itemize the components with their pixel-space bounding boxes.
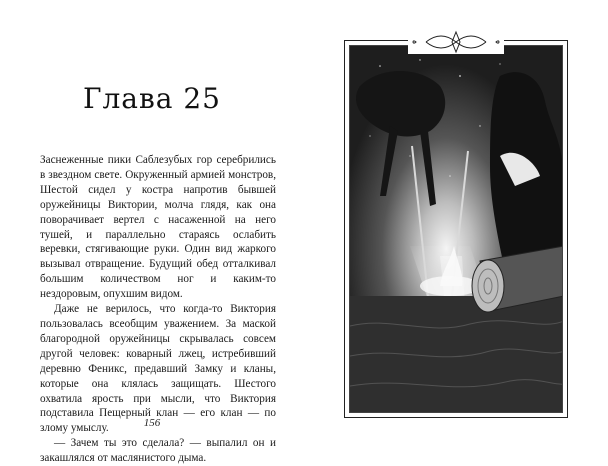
illustration bbox=[349, 45, 563, 413]
page-number: 156 bbox=[143, 417, 161, 429]
left-page bbox=[0, 0, 304, 465]
frame-ornament-icon bbox=[408, 30, 504, 54]
paragraph-2: Даже не верилось, что когда-то Виктория пользовалась всеобщим уважением. За маской благородной оружейницы скрывалась совсем другой человек: коварный лжец, истребивший деревню Феникс, предавший Замку и кланы, которые она клялась защищать. Шестого охватила ярость при мысли, что Виктория подставила Пещерный клан — его клан — по злому умыслу. bbox=[40, 303, 276, 435]
campfire-illustration bbox=[350, 46, 563, 413]
paragraph-3: — Зачем ты это сделала? — выпалил он и закашлялся от маслянистого дыма. bbox=[40, 437, 276, 465]
right-page bbox=[304, 0, 608, 456]
paragraph-1: Заснеженные пики Саблезубых гор серебрились в звездном свете. Окруженный армией монстров, Шестой сидел у костра напротив бывшей оружейницы Виктории, молча глядя, как она поворачивает вертел с насаженной на него тушей, и параллельно стараясь ослабить веревки, стягивающие руки. Один вид жаркого вызывал отвращение. Будущий обед отталкивал большим количеством ног и каким-то нездоровым, опухшим видом. bbox=[40, 154, 276, 301]
chapter-title: Глава 25 bbox=[82, 82, 221, 115]
